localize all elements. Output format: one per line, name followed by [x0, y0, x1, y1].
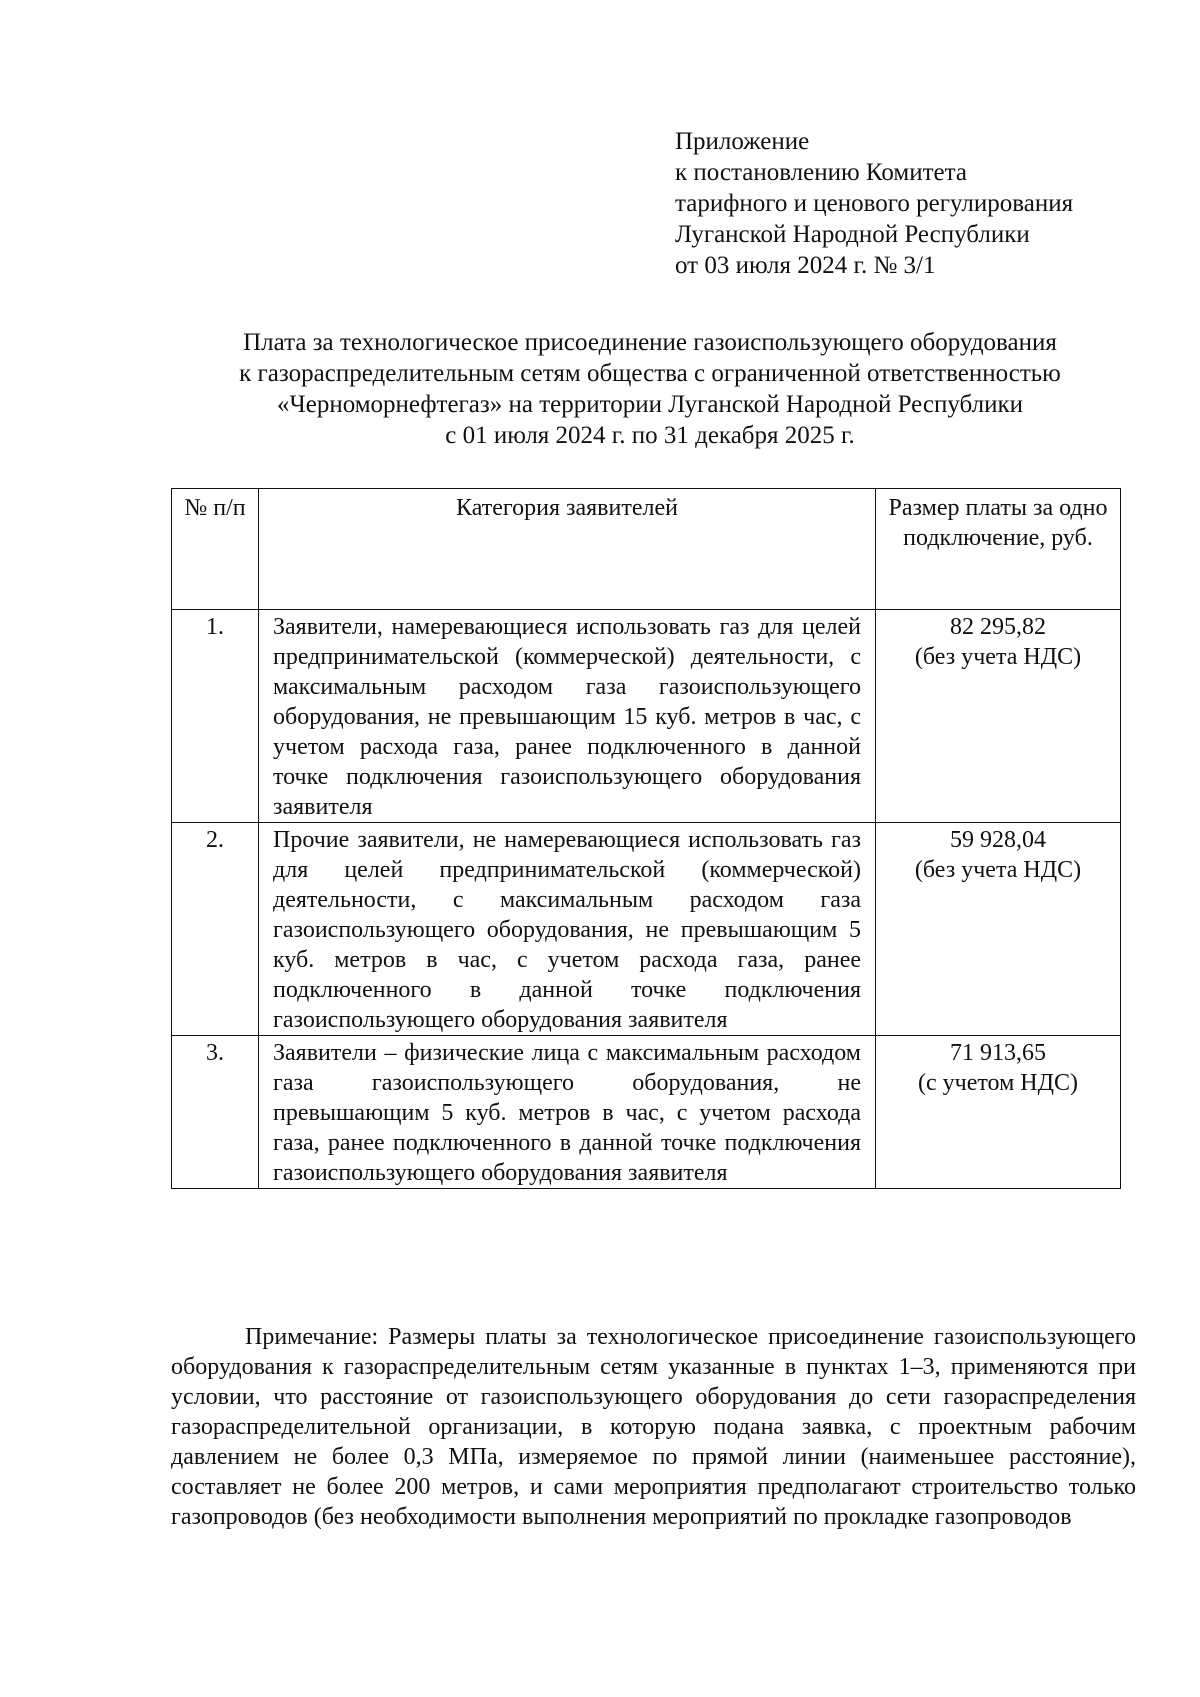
row-fee-amount: 71 913,65 — [950, 1040, 1046, 1066]
row-number: 3. — [172, 1036, 259, 1189]
row-fee-amount: 59 928,04 — [950, 827, 1046, 853]
row-fee-vat: (без учета НДС) — [914, 644, 1082, 670]
appendix-line: тарифного и ценового регулирования — [675, 190, 1074, 217]
header-category: Категория заявителей — [259, 489, 876, 610]
note-paragraph: Примечание: Размеры платы за технологическое присоединение газоиспользующего оборудования к газораспределительным сетям указанные в пунктах 1–3, применяются при условии, что расстояние от газоиспользующего оборудования до сети газораспределения газораспределительной организации, в которую подана заявка, с проектным рабочим давлением не более 0,3 МПа, измеряемое по прямой линии (наименьшее расстояние), составляет не более 200 метров, и сами мероприятия предполагают строительство только газопроводов (без необходимости выполнения мероприятий по прокладке газопроводов — [171, 1324, 1136, 1530]
appendix-line: Приложение — [675, 128, 810, 155]
table-row — [172, 1036, 1121, 1189]
appendix-line: Луганской Народной Республики — [675, 221, 1030, 248]
row-fee-cell — [876, 1036, 1121, 1189]
row-fee-amount: 82 295,82 — [950, 614, 1046, 640]
table-row — [172, 823, 1121, 1036]
row-category: Прочие заявители, не намеревающиеся использовать газ для целей предпринимательской (коммерческой) деятельности, с максимальным расходом газа газоиспользующего оборудования, не превышающим 5 куб. метров в час, с учетом расхода газа, ранее подключенного в данной точке подключения газоиспользующего оборудования заявителя — [259, 823, 876, 1036]
row-number: 1. — [172, 610, 259, 823]
document-title — [160, 327, 1140, 451]
header-number: № п/п — [172, 489, 259, 610]
row-fee-cell — [876, 823, 1121, 1036]
title-line: Плата за технологическое присоединение газоиспользующего оборудования — [243, 329, 1057, 356]
table-row — [172, 610, 1121, 823]
header-fee: Размер платы за одно подключение, руб. — [876, 489, 1121, 610]
row-fee-vat: (с учетом НДС) — [918, 1070, 1078, 1096]
title-line: «Черноморнефтегаз» на территории Луганской Народной Республики — [276, 391, 1023, 418]
appendix-header — [675, 126, 1155, 281]
title-line: к газораспределительным сетям общества с ограниченной ответственностью — [239, 360, 1061, 387]
row-fee-cell — [876, 610, 1121, 823]
row-fee-vat: (без учета НДС) — [914, 857, 1082, 883]
fees-table — [171, 488, 1121, 1189]
title-line: с 01 июля 2024 г. по 31 декабря 2025 г. — [445, 422, 855, 449]
table-header-row — [172, 489, 1121, 610]
row-category: Заявители – физические лица с максимальным расходом газа газоиспользующего оборудования, не превышающим 5 куб. метров в час, с учетом расхода газа, ранее подключенного в данной точке подключения газоиспользующего оборудования заявителя — [259, 1036, 876, 1189]
row-number: 2. — [172, 823, 259, 1036]
appendix-line: к постановлению Комитета — [675, 159, 967, 186]
appendix-line: от 03 июля 2024 г. № 3/1 — [675, 252, 936, 279]
row-category: Заявители, намеревающиеся использовать газ для целей предпринимательской (коммерческой) деятельности, с максимальным расходом газа газоиспользующего оборудования, не превышающим 15 куб. метров в час, с учетом расхода газа, ранее подключенного в данной точке подключения газоиспользующего оборудования заявителя — [259, 610, 876, 823]
